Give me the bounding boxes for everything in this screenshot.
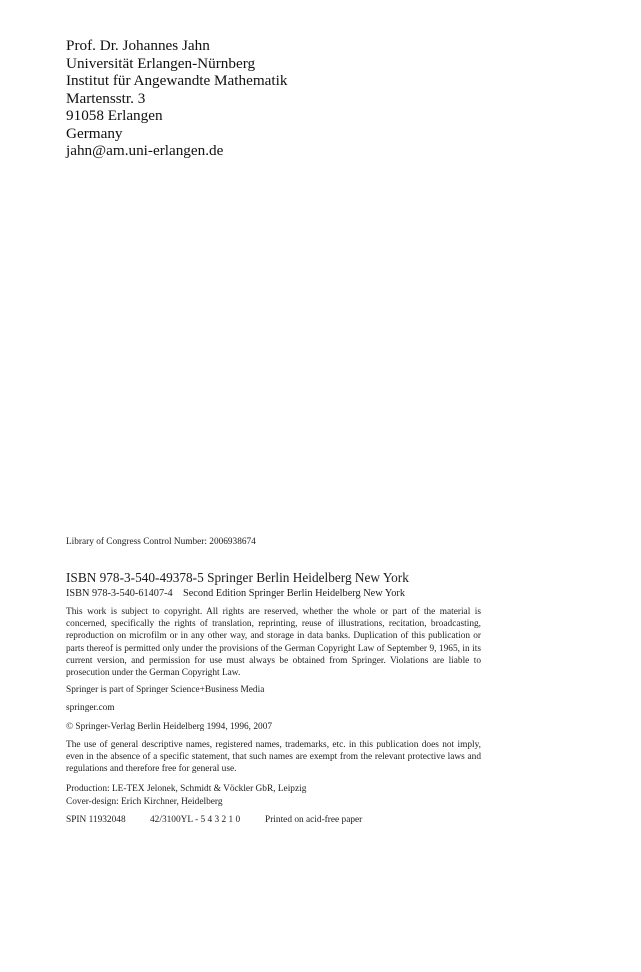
trademark-notice: The use of general descriptive names, registered names, trademarks, etc. in this publication does not imply, even in the absence of a specific statement, that such names are exempt from the relevant protective laws and regulations and therefore free for general use. — [66, 739, 481, 775]
website-line: springer.com — [66, 703, 115, 714]
copyright-line: © Springer-Verlag Berlin Heidelberg 1994, 1996, 2007 — [66, 721, 273, 732]
copyright-notice: This work is subject to copyright. All rights are reserved, whether the whole or part of the material is concerned, specifically the rights of translation, reprinting, reuse of illustrations, recitation, broadcasting, reproduction on microfilm or in any other way, and storage in data banks. Duplication of this publication or parts thereof is permitted only under the provisions of the German Copyright Law of September 9, 1965, in its current version, and permission for use must always be obtained from Springer. Violations are liable to prosecution under the German Copyright Law. — [66, 607, 481, 679]
isbn-second-line: ISBN 978-3-540-61407-4 Second Edition Springer Berlin Heidelberg New York — [66, 588, 405, 599]
lccn-line: Library of Congress Control Number: 2006938674 — [66, 537, 256, 547]
postal-city: 91058 Erlangen — [66, 107, 163, 124]
author-email: jahn@am.uni-erlangen.de — [66, 142, 224, 159]
print-info-row — [66, 814, 481, 826]
isbn-main-line: ISBN 978-3-540-49378-5 Springer Berlin Heidelberg New York — [66, 570, 409, 585]
university-name: Universität Erlangen-Nürnberg — [66, 54, 256, 72]
author-address — [66, 37, 287, 160]
paper-note: Printed on acid-free paper — [265, 814, 363, 825]
street-address: Martensstr. 3 — [66, 89, 146, 107]
springer-part-line: Springer is part of Springer Science+Business Media — [66, 685, 265, 696]
production-line: Production: LE-TEX Jelonek, Schmidt & Vöckler GbR, Leipzig — [66, 784, 307, 795]
spin-number: SPIN 11932048 — [66, 814, 126, 825]
institute-name: Institut für Angewandte Mathematik — [66, 72, 288, 89]
print-code: 42/3100YL - 5 4 3 2 1 0 — [150, 814, 241, 825]
cover-design-line: Cover-design: Erich Kirchner, Heidelberg — [66, 796, 223, 807]
imprint-block — [66, 536, 481, 826]
author-name: Prof. Dr. Johannes Jahn — [66, 37, 210, 54]
country: Germany — [66, 124, 123, 142]
